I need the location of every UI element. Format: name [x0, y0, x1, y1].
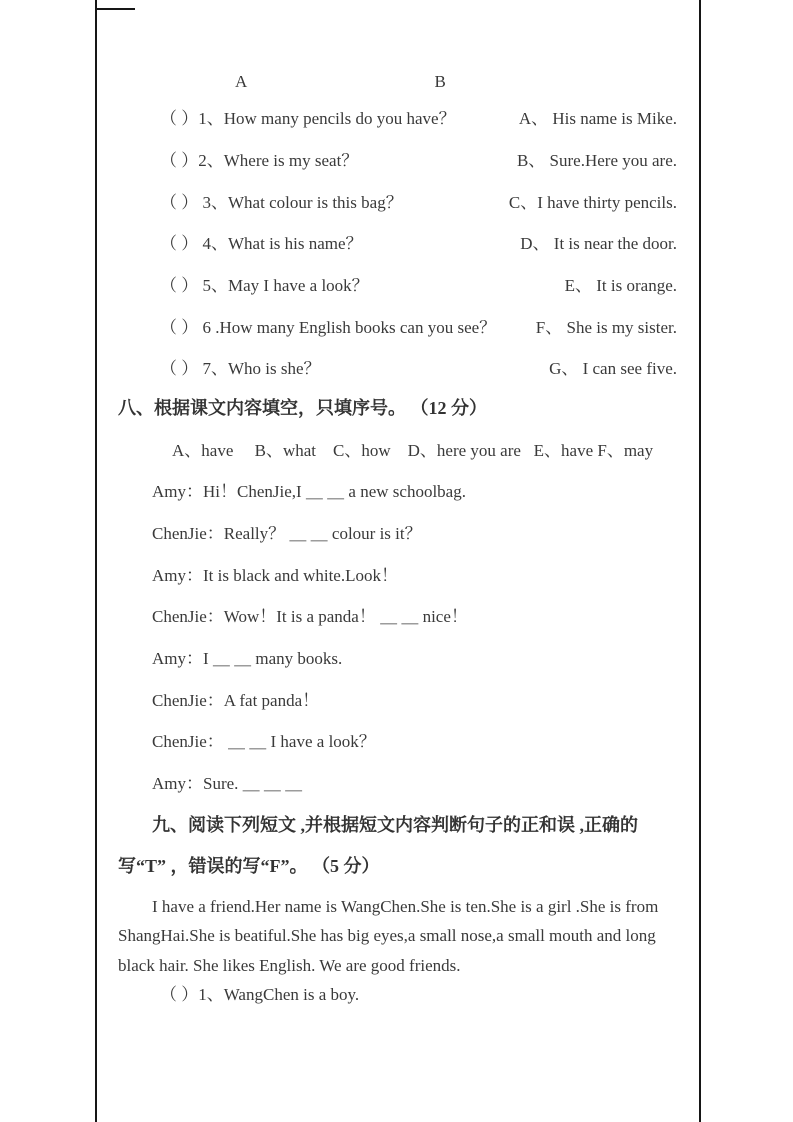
section8-word-bank: A、have B、what C、how D、here you are E、have F、may — [172, 440, 654, 460]
section8-heading: 八、根据课文内容填空，只填序号。 （12 分） — [118, 397, 487, 418]
match-answer: D、 It is near the door. — [520, 234, 677, 254]
matching-column-headers — [96, 72, 700, 96]
match-row-1 — [160, 96, 677, 138]
match-question: （ ） 7、Who is she？ — [160, 359, 321, 379]
match-answer: E、 It is orange. — [564, 276, 677, 296]
match-answer: B、 Sure.Here you are. — [516, 151, 677, 171]
dialogue-line-1: Amy：Hi！ChenJie,I ＿ ＿ a new schoolbag. — [152, 482, 466, 502]
match-question: （ ） 5、May I have a look？ — [160, 276, 369, 296]
match-question: （ ） 3、What colour is this bag？ — [160, 192, 403, 212]
exam-content — [96, 0, 700, 1010]
match-answer: F、 She is my sister. — [535, 317, 677, 337]
column-a-label: A — [235, 72, 248, 91]
match-row-3 — [160, 179, 677, 221]
match-answer: C、I have thirty pencils. — [508, 192, 677, 212]
dialogue-line-6: ChenJie：A fat panda！ — [152, 690, 320, 710]
match-row-7 — [160, 346, 677, 388]
match-row-5 — [160, 263, 677, 305]
match-answer: G、 I can see five. — [549, 359, 677, 379]
dialogue-line-3: Amy：It is black and white.Look！ — [152, 565, 398, 585]
section9-passage: I have a friend.Her name is WangChen.She is ten.She is a girl .She is from ShangHai.She is beatiful.She has big eyes,a small nose,a small mouth and long black hair. She likes English. We are good friends. — [118, 896, 659, 975]
match-question: （ ） 6 .How many English books can you see？ — [160, 317, 497, 337]
match-row-4 — [160, 221, 677, 263]
section9-question-1: （ ）1、WangChen is a boy. — [160, 985, 360, 1005]
column-b-label: B — [434, 72, 446, 91]
dialogue-line-5: Amy：I ＿ ＿ many books. — [152, 648, 343, 668]
dialogue-line-2: ChenJie：Really？ ＿ ＿ colour is it？ — [152, 523, 422, 543]
match-question: （ ）2、Where is my seat？ — [160, 151, 359, 171]
match-row-6 — [160, 304, 677, 346]
dialogue-line-8: Amy：Sure. ＿ ＿ ＿ — [152, 774, 303, 793]
dialogue-line-4: ChenJie：Wow！It is a panda！ ＿ ＿ nice！ — [152, 607, 468, 627]
section9-heading: 九、阅读下列短文 ,并根据短文内容判断句子的正和误 ,正确的写“T” ，错误的写“F”。 （5 分） — [118, 814, 638, 877]
match-row-2 — [160, 138, 677, 180]
match-question: （ ） 4、What is his name？ — [160, 234, 363, 254]
match-question: （ ）1、How many pencils do you have？ — [160, 109, 456, 129]
dialogue-line-7: ChenJie： ＿ ＿ I have a look？ — [152, 732, 376, 752]
match-answer: A、 His name is Mike. — [518, 109, 677, 129]
